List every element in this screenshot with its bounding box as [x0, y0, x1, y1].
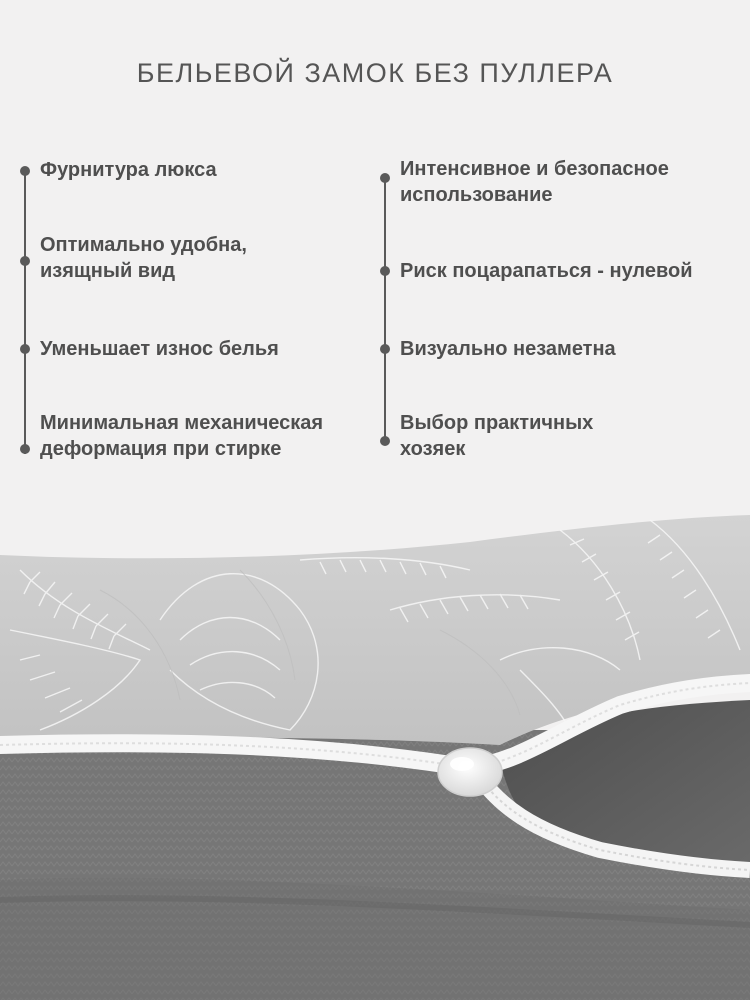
feature-label: Риск поцарапаться - нулевой — [400, 260, 693, 282]
bullet-dot-icon — [380, 173, 390, 183]
feature-label: Интенсивное и безопасное использование — [400, 158, 669, 206]
timeline-line-right — [384, 180, 386, 440]
feature-label: Уменьшает износ белья — [40, 338, 279, 360]
bullet-dot-icon — [20, 444, 30, 454]
page-title: БЕЛЬЕВОЙ ЗАМОК БЕЗ ПУЛЛЕРА — [136, 58, 614, 88]
feature-label: Выбор практичных хозяек — [400, 412, 594, 460]
bullet-dot-icon — [20, 344, 30, 354]
bullet-dot-icon — [20, 166, 30, 176]
zipper-on-pillowcase-photo — [0, 500, 750, 1000]
timeline-line-left — [24, 170, 26, 454]
bullet-dot-icon — [380, 436, 390, 446]
feature-label: Визуально незаметна — [400, 338, 616, 360]
bullet-dot-icon — [380, 266, 390, 276]
features-right-column — [380, 150, 740, 470]
bullet-dot-icon — [380, 344, 390, 354]
features-left-column — [20, 150, 370, 470]
zipper-slider-icon — [438, 748, 502, 796]
feature-label: Оптимально удобна, изящный вид — [40, 234, 247, 282]
feature-label: Фурнитура люкса — [40, 159, 217, 181]
feature-label: Минимальная механическая деформация при стирке — [40, 412, 324, 460]
bullet-dot-icon — [20, 256, 30, 266]
